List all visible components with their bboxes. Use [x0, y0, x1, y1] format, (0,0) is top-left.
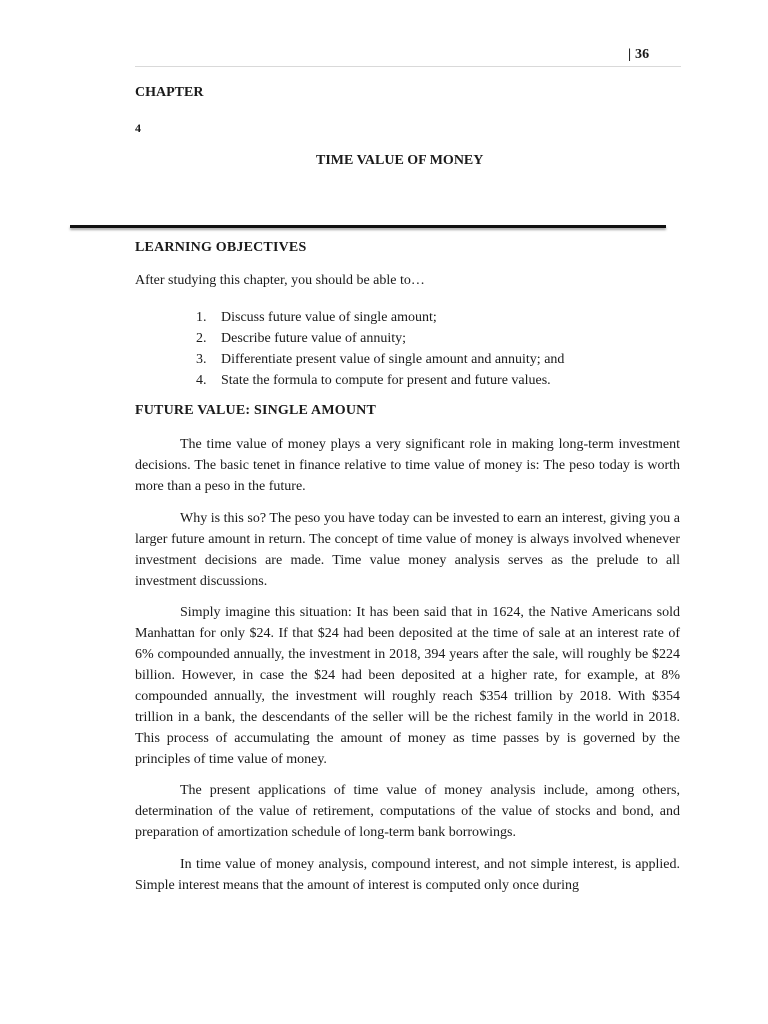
body-paragraph: Simply imagine this situation: It has been said that in 1624, the Native Americans sold Manhattan for only $24. If that $24 had been deposited at the time of sale at an interest rate of 6% compounded annually, the investment in 2018, 394 years after the sale, will roughly be $224 billion. However, in case the $24 had been deposited at a higher rate, for example, at 8% compounded annually, the investment will roughly reach $354 trillion by 2018. With $354 trillion in a bank, the descendants of the seller will be the richest family in the world in 2018. This process of accumulating the amount of money as time passes by is governed by the principles of time value of money.: [135, 605, 680, 767]
learning-objectives-list: [196, 307, 564, 391]
objective-item: [196, 328, 564, 349]
objective-text: Differentiate present value of single amount and annuity; and: [221, 352, 565, 367]
page-number: | 36: [628, 47, 650, 62]
objective-text: Discuss future value of single amount;: [221, 310, 437, 325]
learning-objectives-intro: After studying this chapter, you should be able to…: [135, 273, 425, 288]
objective-number: 2.: [196, 331, 207, 346]
chapter-title: TIME VALUE OF MONEY: [316, 153, 484, 168]
chapter-number: 4: [135, 121, 141, 135]
future-value-heading: FUTURE VALUE: SINGLE AMOUNT: [135, 403, 376, 418]
objective-number: 1.: [196, 310, 207, 325]
objective-number: 4.: [196, 373, 207, 388]
chapter-divider: [70, 225, 666, 228]
body-paragraph: In time value of money analysis, compound interest, and not simple interest, is applied. Simple interest means that the amount of interest is computed only once during: [135, 857, 680, 893]
body-paragraph: The time value of money plays a very significant role in making long-term investment decisions. The basic tenet in finance relative to time value of money is: The peso today is worth more than a peso in the future.: [135, 437, 680, 494]
header-rule: [135, 66, 681, 67]
body-paragraph: The present applications of time value of money analysis include, among others, determination of the value of retirement, computations of the value of stocks and bond, and preparation of amortization schedule of long-term bank borrowings.: [135, 783, 680, 840]
objective-item: [196, 349, 564, 370]
objective-text: Describe future value of annuity;: [221, 331, 407, 346]
learning-objectives-heading: LEARNING OBJECTIVES: [135, 240, 307, 255]
objective-number: 3.: [196, 352, 207, 367]
objective-item: [196, 307, 564, 328]
body-paragraph: Why is this so? The peso you have today can be invested to earn an interest, giving you a larger future amount in return. The concept of time value of money is always involved whenever investment decisions are made. Time value money analysis serves as the prelude to all investment discussions.: [135, 511, 680, 589]
chapter-label: CHAPTER: [135, 85, 204, 100]
objective-item: [196, 370, 564, 391]
objective-text: State the formula to compute for present and future values.: [221, 373, 551, 388]
